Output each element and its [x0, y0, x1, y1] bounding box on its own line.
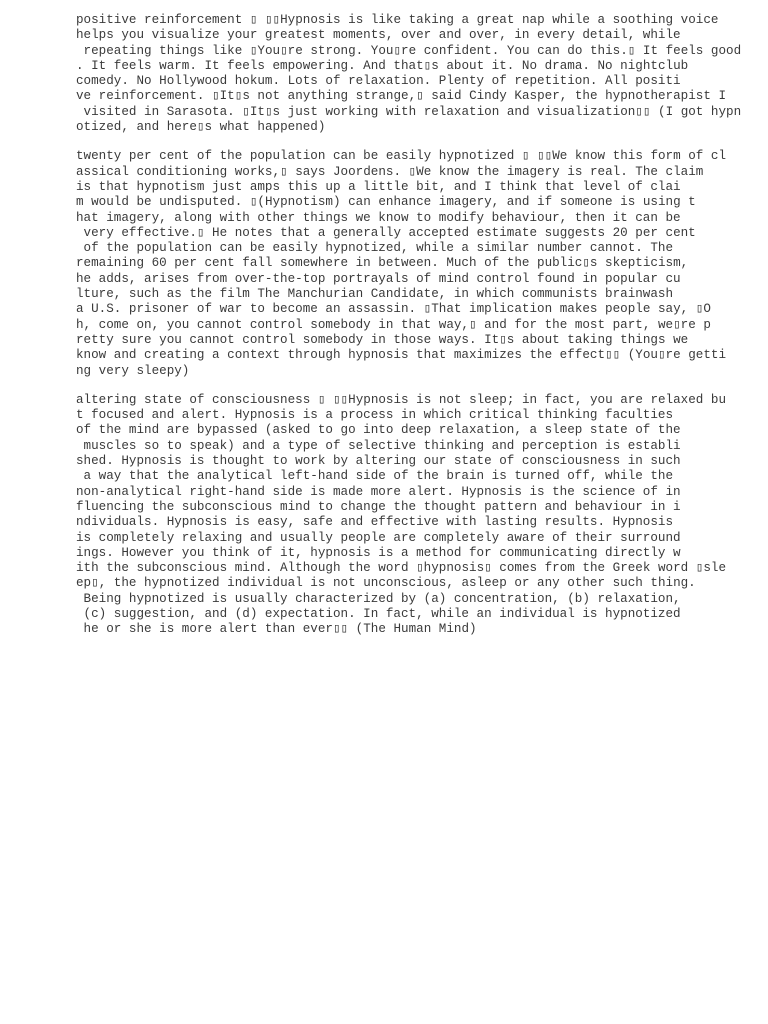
- text-line: ings. However you think of it, hypnosis is a method for communicating directly w: [76, 545, 681, 560]
- document-page: [76, 13, 742, 652]
- text-line: ep▯, the hypnotized individual is not unconscious, asleep or any other such thing.: [76, 576, 696, 591]
- paragraph-positive-reinforcement: [76, 13, 742, 135]
- text-line: Being hypnotized is usually characterized by (a) concentration, (b) relaxation,: [76, 591, 681, 606]
- text-line: know and creating a context through hypnosis that maximizes the effect▯▯ (You▯re getti: [76, 348, 727, 363]
- text-line: he adds, arises from over-the-top portrayals of mind control found in popular cu: [76, 271, 681, 286]
- text-line: non-analytical right-hand side is made more alert. Hypnosis is the science of in: [76, 484, 681, 499]
- paragraph-population-hypnotized: [76, 149, 736, 378]
- text-line: muscles so to speak) and a type of selective thinking and perception is establi: [76, 438, 681, 453]
- text-line: a way that the analytical left-hand side of the brain is turned off, while the: [76, 469, 674, 484]
- text-line: hat imagery, along with other things we know to modify behaviour, then it can be: [76, 210, 681, 225]
- text-line: m would be undisputed. ▯(Hypnotism) can enhance imagery, and if someone is using t: [76, 195, 696, 210]
- text-line: a U.S. prisoner of war to become an assassin. ▯That implication makes people say, ▯O: [76, 302, 711, 317]
- text-line: very effective.▯ He notes that a generally accepted estimate suggests 20 per cent: [76, 225, 696, 240]
- text-line: twenty per cent of the population can be easily hypnotized ▯ ▯▯We know this form of cl: [76, 149, 727, 164]
- text-line: otized, and here▯s what happened): [76, 120, 326, 135]
- text-line: is that hypnotism just amps this up a little bit, and I think that level of clai: [76, 179, 681, 194]
- text-line: assical conditioning works,▯ says Joordens. ▯We know the imagery is real. The claim: [76, 164, 704, 179]
- text-line: ng very sleepy): [76, 363, 190, 378]
- text-line: of the population can be easily hypnotized, while a similar number cannot. The: [76, 241, 674, 256]
- text-line: he or she is more alert than ever▯▯ (The Human Mind): [76, 622, 477, 637]
- text-line: ith the subconscious mind. Although the word ▯hypnosis▯ comes from the Greek word ▯sle: [76, 561, 727, 576]
- text-line: positive reinforcement ▯ ▯▯Hypnosis is like taking a great nap while a soothing voice: [76, 13, 719, 27]
- text-line: comedy. No Hollywood hokum. Lots of relaxation. Plenty of repetition. All positi: [76, 74, 681, 89]
- text-line: ndividuals. Hypnosis is easy, safe and effective with lasting results. Hypnosis: [76, 515, 674, 530]
- text-line: . It feels warm. It feels empowering. And that▯s about it. No drama. No nightclub: [76, 58, 689, 73]
- text-line: lture, such as the film The Manchurian Candidate, in which communists brainwash: [76, 287, 674, 302]
- text-line: shed. Hypnosis is thought to work by altering our state of consciousness in such: [76, 454, 681, 469]
- text-line: repeating things like ▯You▯re strong. You▯re confident. You can do this.▯ It feels good: [76, 43, 742, 58]
- paragraph-altering-consciousness: [76, 393, 736, 638]
- text-line: helps you visualize your greatest moments, over and over, in every detail, while: [76, 28, 681, 43]
- text-line: retty sure you cannot control somebody in those ways. It▯s about taking things we: [76, 332, 689, 347]
- text-line: (c) suggestion, and (d) expectation. In fact, while an individual is hypnotized: [76, 606, 681, 621]
- text-line: remaining 60 per cent fall somewhere in between. Much of the public▯s skepticism,: [76, 256, 689, 271]
- text-line: of the mind are bypassed (asked to go into deep relaxation, a sleep state of the: [76, 423, 681, 438]
- text-line: ve reinforcement. ▯It▯s not anything strange,▯ said Cindy Kasper, the hypnotherapist I: [76, 89, 727, 104]
- text-line: t focused and alert. Hypnosis is a process in which critical thinking faculties: [76, 408, 674, 423]
- text-line: fluencing the subconscious mind to change the thought pattern and behaviour in i: [76, 499, 681, 514]
- text-line: h, come on, you cannot control somebody in that way,▯ and for the most part, we▯re p: [76, 317, 711, 332]
- text-line: visited in Sarasota. ▯It▯s just working with relaxation and visualization▯▯ (I got hypn: [76, 104, 742, 119]
- text-line: is completely relaxing and usually people are completely aware of their surround: [76, 530, 681, 545]
- text-line: altering state of consciousness ▯ ▯▯Hypnosis is not sleep; in fact, you are relaxed bu: [76, 392, 727, 407]
